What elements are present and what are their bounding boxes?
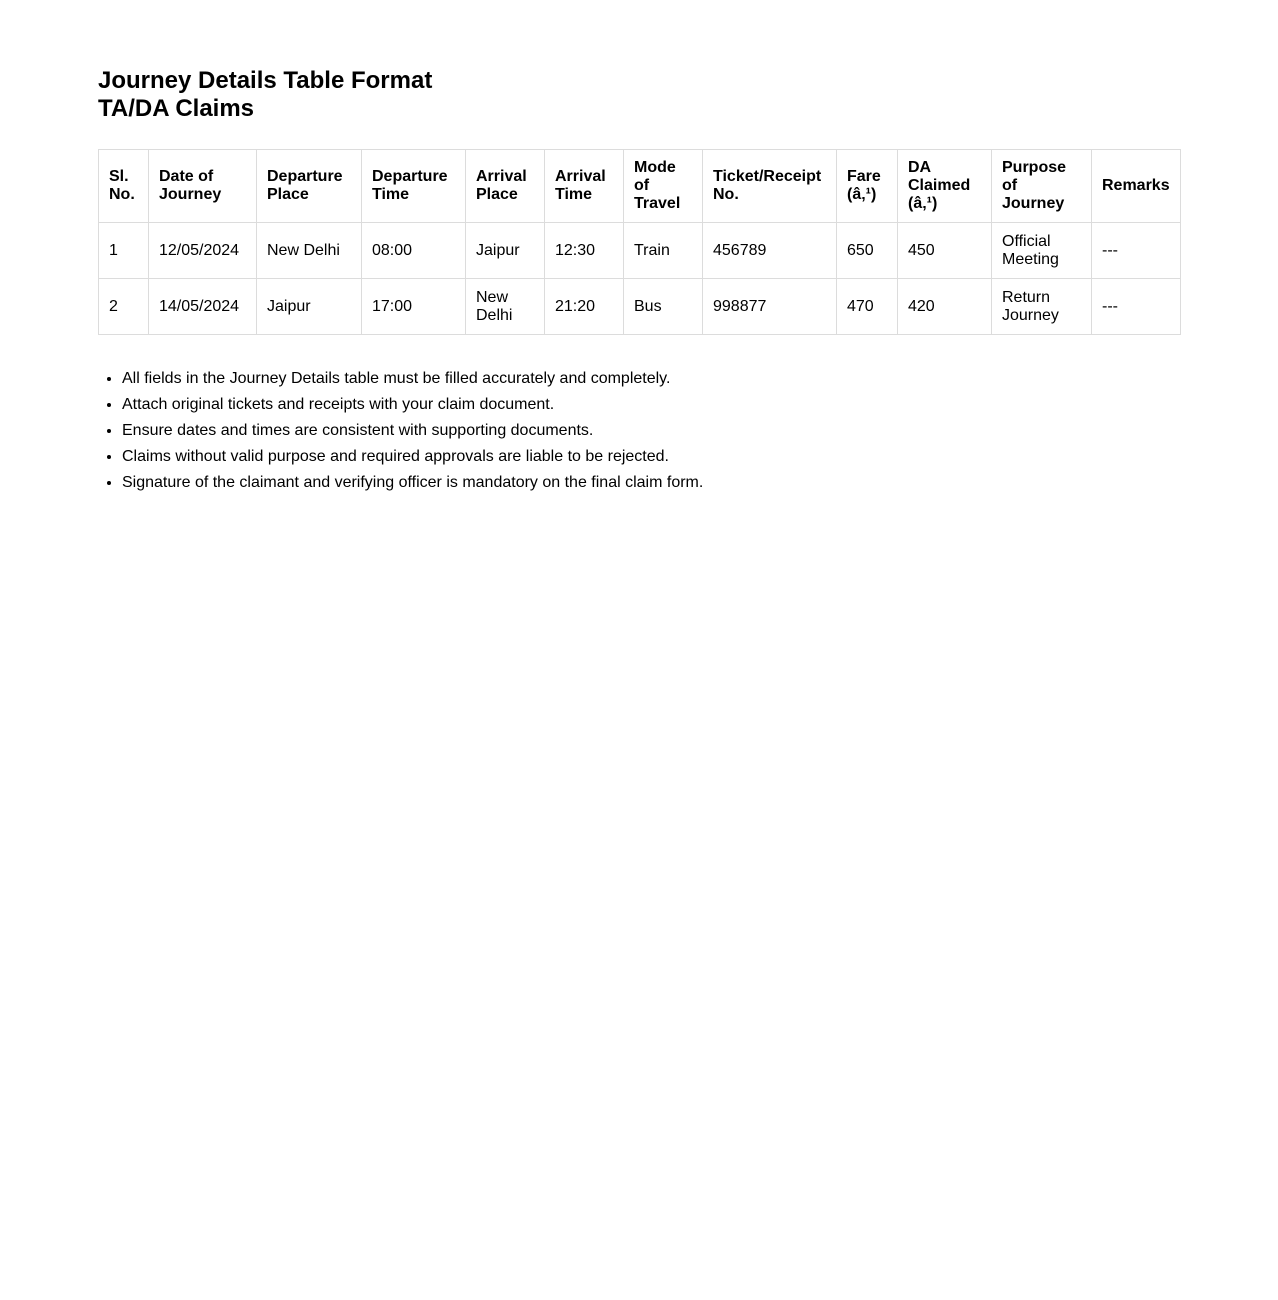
header-remarks: Remarks (1092, 150, 1181, 223)
cell-purpose-of-journey: Official Meeting (992, 223, 1092, 279)
table-row (99, 223, 1181, 279)
cell-purpose-of-journey: Return Journey (992, 279, 1092, 335)
subtitle-line: TA/DA Claims (98, 95, 255, 122)
header-departure-place: Departure Place (257, 150, 362, 223)
document-page (98, 67, 1180, 496)
header-departure-time: Departure Time (362, 150, 466, 223)
list-item: • Claims without valid purpose and required approvals are liable to be rejected. (122, 444, 1180, 470)
cell-arrival-time: 21:20 (545, 279, 624, 335)
list-item: • Attach original tickets and receipts with your claim document. (122, 392, 1180, 418)
document-title (98, 67, 1180, 123)
list-item: • Ensure dates and times are consistent with supporting documents. (122, 418, 1180, 444)
header-ticket-receipt-no: Ticket/Receipt No. (703, 150, 837, 223)
cell-date-of-journey: 14/05/2024 (149, 279, 257, 335)
cell-remarks: --- (1092, 223, 1181, 279)
list-item: • All fields in the Journey Details table must be filled accurately and completely. (122, 366, 1180, 392)
header-fare: Fare (â‚¹) (837, 150, 898, 223)
table-row (99, 279, 1181, 335)
cell-departure-time: 17:00 (362, 279, 466, 335)
instructions-list (98, 366, 1180, 496)
cell-mode-of-travel: Bus (624, 279, 703, 335)
cell-arrival-place: Jaipur (466, 223, 545, 279)
cell-ticket-receipt-no: 998877 (703, 279, 837, 335)
header-purpose-of-journey: Purpose of Journey (992, 150, 1092, 223)
table-header-row (99, 150, 1181, 223)
cell-sl-no: 2 (99, 279, 149, 335)
header-arrival-place: Arrival Place (466, 150, 545, 223)
cell-departure-place: Jaipur (257, 279, 362, 335)
cell-arrival-time: 12:30 (545, 223, 624, 279)
title-line: Journey Details Table Format (98, 67, 433, 94)
header-da-claimed: DA Claimed (â‚¹) (898, 150, 992, 223)
cell-date-of-journey: 12/05/2024 (149, 223, 257, 279)
cell-departure-place: New Delhi (257, 223, 362, 279)
cell-departure-time: 08:00 (362, 223, 466, 279)
cell-fare: 650 (837, 223, 898, 279)
cell-sl-no: 1 (99, 223, 149, 279)
journey-table-container (98, 149, 1180, 335)
cell-fare: 470 (837, 279, 898, 335)
cell-mode-of-travel: Train (624, 223, 703, 279)
cell-da-claimed: 420 (898, 279, 992, 335)
cell-ticket-receipt-no: 456789 (703, 223, 837, 279)
header-date-of-journey: Date of Journey (149, 150, 257, 223)
header-sl-no: Sl. No. (99, 150, 149, 223)
header-mode-of-travel: Mode of Travel (624, 150, 703, 223)
cell-arrival-place: New Delhi (466, 279, 545, 335)
journey-details-table (98, 149, 1181, 335)
cell-remarks: --- (1092, 279, 1181, 335)
cell-da-claimed: 450 (898, 223, 992, 279)
list-item: • Signature of the claimant and verifying officer is mandatory on the final claim form. (122, 470, 1180, 496)
header-arrival-time: Arrival Time (545, 150, 624, 223)
